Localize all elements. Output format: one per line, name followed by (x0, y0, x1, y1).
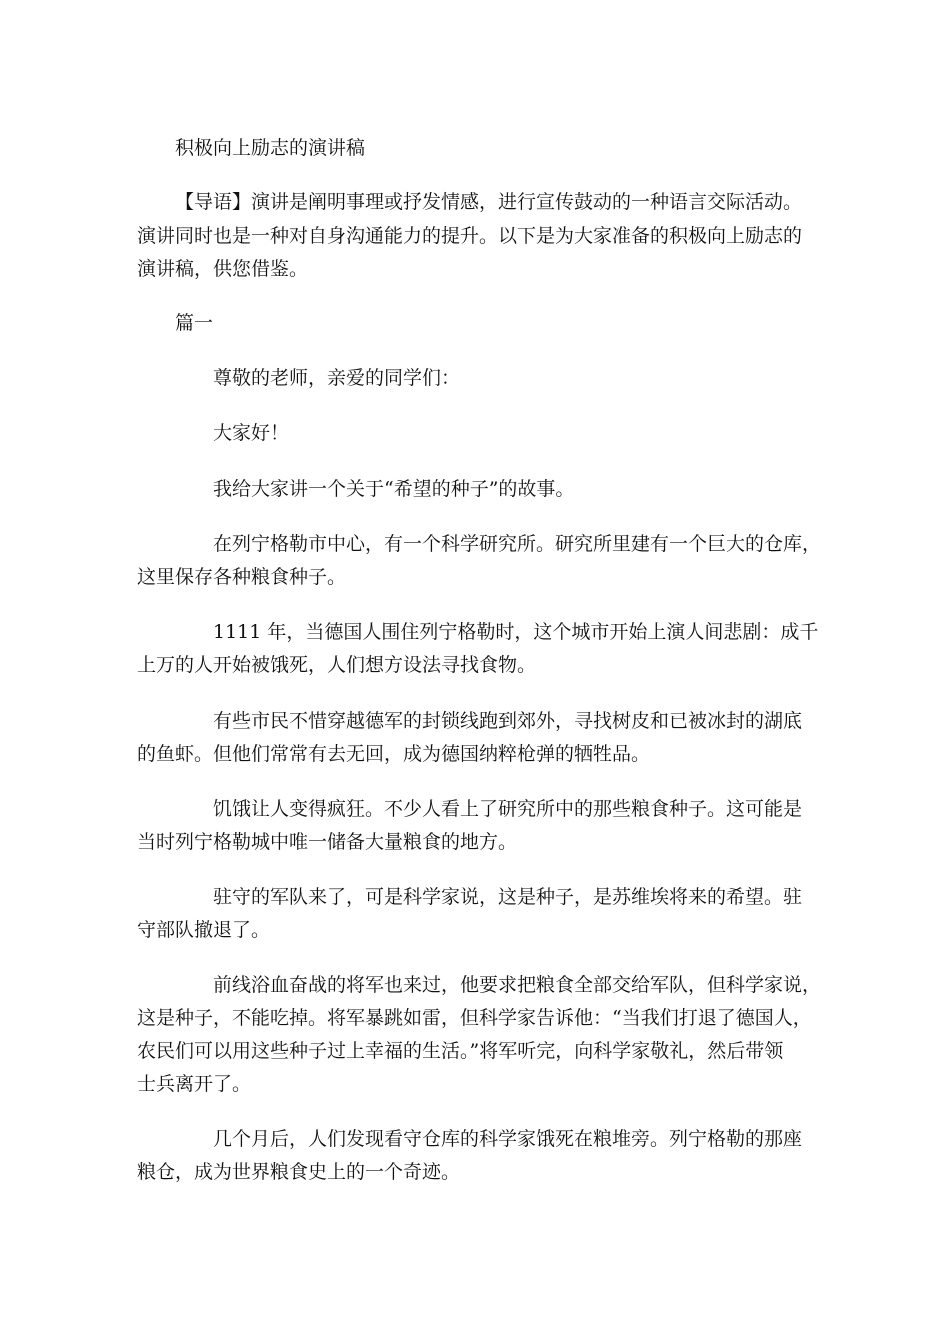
paragraph-line: 的鱼虾。但他们常常有去无回，成为德国纳粹枪弹的牺牲品。 (137, 743, 651, 765)
paragraph-line: 前线浴血奋战的将军也来过，他要求把粮食全部交给军队，但科学家说， (213, 974, 822, 996)
paragraph-line: 有些市民不惜穿越德军的封锁线跑到郊外，寻找树皮和已被冰封的湖底 (213, 710, 803, 732)
paragraph-line: 1111 年，当德国人围住列宁格勒时，这个城市开始上演人间悲剧：成千 (213, 621, 819, 643)
paragraph-line: 上万的人开始被饿死，人们想方设法寻找食物。 (137, 654, 537, 676)
paragraph-line: 几个月后，人们发现看守仓库的科学家饿死在粮堆旁。列宁格勒的那座 (213, 1128, 803, 1150)
intro-line-2: 演讲同时也是一种对自身沟通能力的提升。以下是为大家准备的积极向上励志的 (137, 225, 803, 247)
paragraph-line: 这里保存各种粮食种子。 (137, 566, 347, 588)
paragraph-line: 当时列宁格勒城中唯一储备大量粮食的地方。 (137, 831, 518, 853)
intro-line-3: 演讲稿，供您借鉴。 (137, 258, 309, 280)
paragraph-line: 驻守的军队来了，可是科学家说，这是种子，是苏维埃将来的希望。驻 (213, 886, 803, 908)
paragraph-line: 士兵离开了。 (137, 1073, 252, 1095)
section-title: 篇一 (175, 312, 214, 334)
paragraph-line: 农民们可以用这些种子过上幸福的生活。”将军听完，向科学家敬礼，然后带领 (137, 1040, 784, 1062)
paragraph-line: 粮仓，成为世界粮食史上的一个奇迹。 (137, 1161, 461, 1183)
paragraph-line: 这是种子，不能吃掉。将军暴跳如雷，但科学家告诉他：“当我们打退了德国人， (137, 1007, 812, 1029)
paragraph-line: 在列宁格勒市中心，有一个科学研究所。研究所里建有一个巨大的仓库， (213, 533, 822, 555)
document-title: 积极向上励志的演讲稿 (175, 137, 366, 159)
intro-line-1: 【导语】演讲是阐明事理或抒发情感，进行宣传鼓动的一种语言交际活动。 (175, 191, 803, 213)
paragraph-line: 尊敬的老师，亲爱的同学们： (213, 367, 461, 389)
paragraph-line: 饥饿让人变得疯狂。不少人看上了研究所中的那些粮食种子。这可能是 (213, 798, 803, 820)
paragraph-line: 我给大家讲一个关于“希望的种子”的故事。 (213, 478, 575, 500)
paragraph-line: 大家好！ (213, 422, 290, 444)
paragraph-line: 守部队撤退了。 (137, 919, 271, 941)
